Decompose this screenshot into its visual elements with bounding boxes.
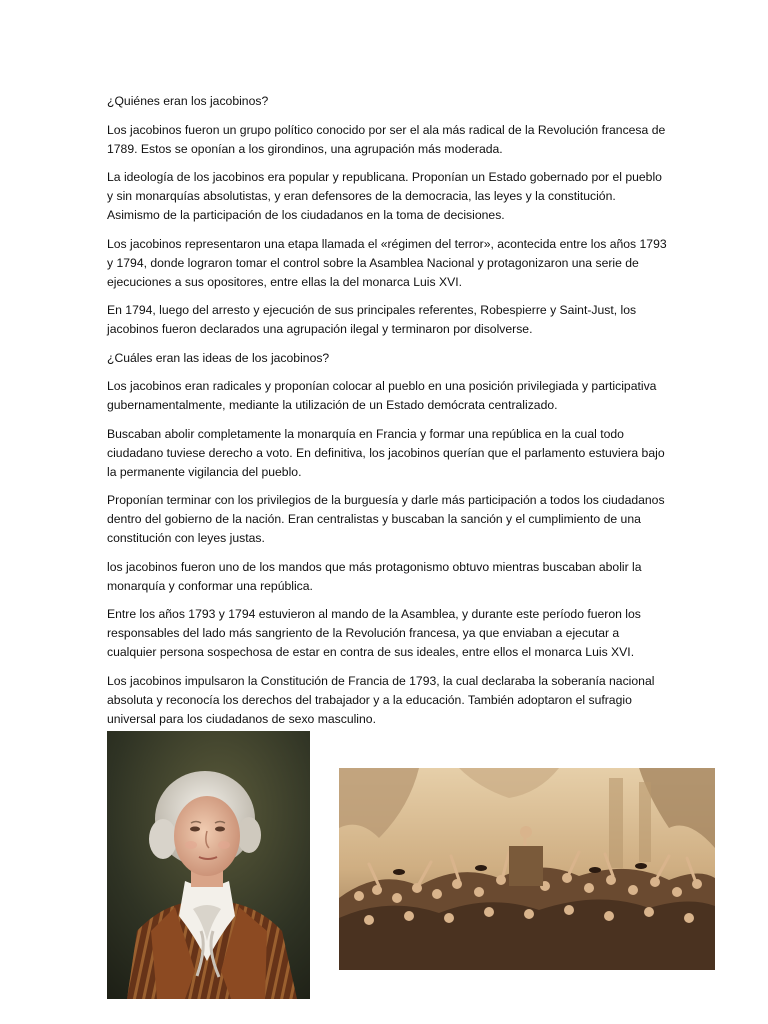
paragraph-mandos: los jacobinos fueron uno de los mandos que más protagonismo obtuvo mientras buscaban abolir la monarquía y conformar una república.	[107, 559, 642, 593]
paragraph-radicales: Los jacobinos eran radicales y proponían colocar al pueblo en una posición privilegiada y participativa gubernamentalmente, mediante la utilización de un Estado demócrata centralizado.	[107, 379, 657, 412]
paragraph-abolir: Buscaban abolir completamente la monarquía en Francia y formar una república en la cual todo ciudadano tuviese derecho a voto. En definitiva, los jacobinos querían que el parlamento estuviera bajo la permanente vigilancia del pueblo.	[107, 426, 665, 479]
paragraph-constitucion: Los jacobinos impulsaron la Constitución de Francia de 1793, la cual declaraba la soberanía nacional absoluta y reconocía los derechos del trabajador y a la educación. También adoptaron el sufragio universal para los ciudadanos de sexo masculino.	[107, 673, 655, 726]
paragraph-ideologia: La ideología de los jacobinos era popular y republicana. Proponían un Estado gobernado por el pueblo y sin monarquías absolutistas, y eran defensores de la democracia, las leyes y la constitución. Asimismo de la participación de los ciudadanos en la toma de decisiones.	[107, 170, 662, 222]
paragraph-terror: Los jacobinos representaron una etapa llamada el «régimen del terror», acontecida entre los años 1793 y 1794, donde lograron tomar el control sobre la Asamblea Nacional y protagonizaron una serie de ejecuciones a sus opositores, entre ellas la del monarca Luis XVI.	[107, 236, 667, 289]
assembly-oath-scene-image	[339, 768, 715, 970]
document-body	[107, 92, 667, 738]
heading-ideas: ¿Cuáles eran las ideas de los jacobinos?	[107, 350, 330, 365]
paragraph-disolucion: En 1794, luego del arresto y ejecución de sus principales referentes, Robespierre y Saint-Just, los jacobinos fueron declarados una agrupación ilegal y terminaron por disolverse.	[107, 303, 637, 336]
robespierre-portrait-image	[107, 731, 310, 999]
heading-quienes: ¿Quiénes eran los jacobinos?	[107, 94, 269, 108]
paragraph-definicion: Los jacobinos fueron un grupo político conocido por ser el ala más radical de la Revolución francesa de 1789. Estos se oponían a los girondinos, una agrupación más moderada.	[107, 122, 666, 156]
paragraph-asamblea: Entre los años 1793 y 1794 estuvieron al mando de la Asamblea, y durante este período fueron los responsables del lado más sangriento de la Revolución francesa, ya que enviaban a ejecutar a cualquier persona sospechosa de estar en contra de sus ideales, entre ellos el monarca Luis XVI.	[107, 607, 641, 659]
paragraph-privilegios: Proponían terminar con los privilegios de la burguesía y darle más participación a todos los ciudadanos dentro del gobierno de la nación. Eran centralistas y buscaban la sanción y el cumplimiento de una constitución con leyes justas.	[107, 493, 665, 545]
